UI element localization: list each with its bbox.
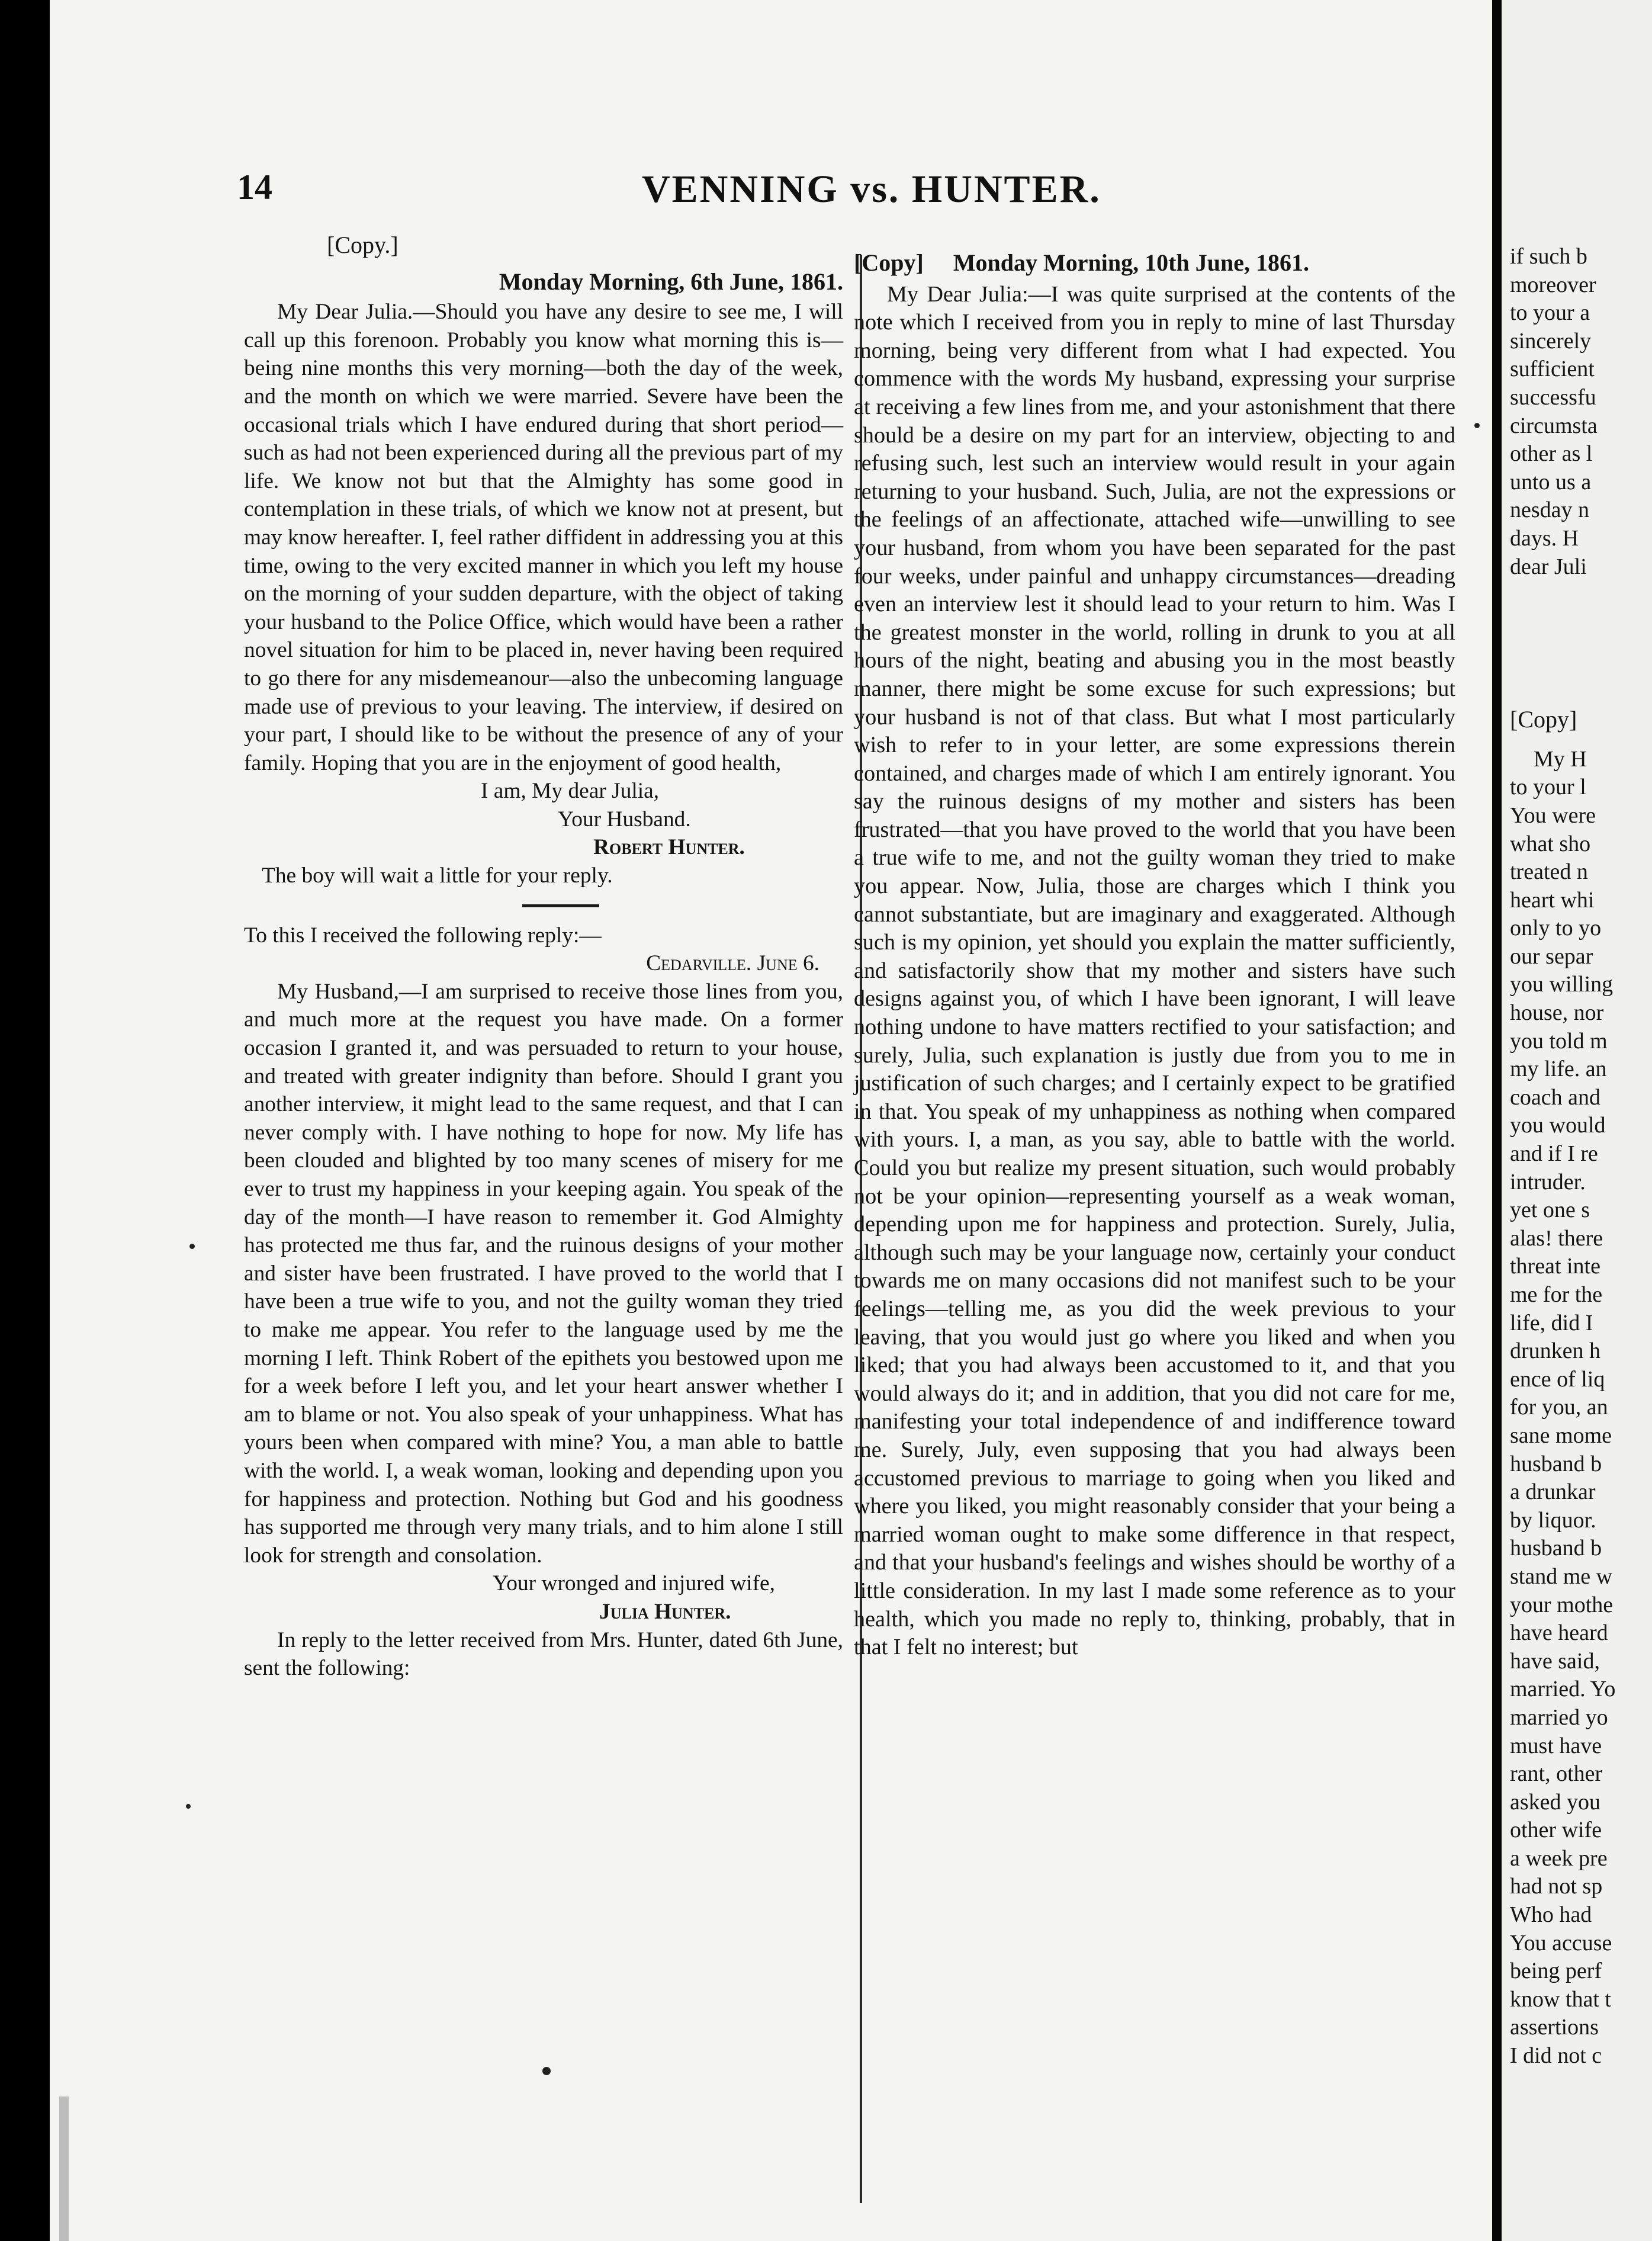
- copy-tag: [Copy]: [854, 249, 924, 276]
- edge-line: other as l: [1510, 441, 1593, 467]
- edge-line: have heard: [1510, 1620, 1608, 1646]
- edge-line: dear Juli: [1510, 554, 1587, 579]
- edge-line: know that t: [1510, 1986, 1611, 2012]
- middle-column: [854, 249, 1455, 1662]
- edge-line: You accuse: [1510, 1930, 1612, 1956]
- ink-speck: [542, 2067, 551, 2075]
- edge-line: ence of liq: [1510, 1366, 1605, 1392]
- edge-line: to your a: [1510, 300, 1590, 326]
- edge-line: treated n: [1510, 859, 1588, 885]
- letter-signature: Robert Hunter.: [593, 835, 745, 860]
- letter-body: My Dear Julia.—Should you have any desire to see me, I will call up this forenoon. Probably you know what morning this is—being nine months this very morning—both the day of the week, and the month on which we were married. Severe have been the occasional trials which I have endured during that short period—such as had not been experienced during all the previous part of my life. We know not but that the Almighty has some good in contemplation in these trials, of which we know not at present, but may know hereafter. I, feel rather diffident in addressing you at this time, owing to the very excited manner in which you left my house on the morning of your sudden departure, with the object of taking your husband to the Police Office, which would have been a rather novel situation for him to be placed in, never having been required to go there for any misdemeanour—also the unbecoming language made use of previous to your leaving. The interview, if desired on your part, I should like to be without the presence of any of your family. Hoping that you are in the enjoyment of good health,: [244, 300, 843, 775]
- page-title: VENNING vs. HUNTER.: [642, 168, 1101, 211]
- edge-line: me for the: [1510, 1282, 1603, 1307]
- edge-line: My H: [1534, 746, 1587, 772]
- edge-line: you would: [1510, 1113, 1606, 1138]
- running-head: [50, 167, 1492, 226]
- edge-line: You were: [1510, 802, 1596, 828]
- reply-intro: To this I received the following reply:—: [244, 923, 602, 948]
- ink-speck: [1474, 423, 1480, 428]
- edge-line: I did not c: [1510, 2043, 1602, 2069]
- edge-line: only to yo: [1510, 916, 1602, 941]
- edge-line: nesday n: [1510, 497, 1590, 523]
- edge-line: had not sp: [1510, 1874, 1603, 1899]
- ink-speck: [189, 1244, 195, 1249]
- edge-line: assertions: [1510, 2015, 1599, 2040]
- edge-line: Who had: [1510, 1902, 1592, 1928]
- edge-line: sufficient: [1510, 357, 1595, 382]
- copy-tag: [Copy]: [1510, 706, 1577, 733]
- edge-line: if such b: [1510, 244, 1587, 269]
- letter-closing: Your Husband.: [558, 807, 691, 831]
- edge-line: moreover: [1510, 272, 1596, 297]
- final-note: In reply to the letter received from Mrs. Hunter, dated 6th June, sent the following:: [244, 1627, 843, 1681]
- edge-line: being perf: [1510, 1959, 1602, 1984]
- edge-line: our separ: [1510, 943, 1593, 969]
- edge-line: asked you: [1510, 1789, 1601, 1815]
- letter-body: My Dear Julia:—I was quite surprised at the contents of the note which I received from you in reply to mine of last Thursday morning, being very different from what I had expected. You commence with the words My husband, expressing your surprise at receiving a few lines from me, and your astonishment that there should be a desire on my part for an interview, objecting to and refusing such, lest such an interview would result in your again returning to your husband. Such, Julia, are not the expressions or the feelings of an affectionate, attached wife—unwilling to see your husband, from whom you have been separated for the past four weeks, under painful and unhappy circumstances—dreading even an interview lest it should lead to your return to him. Was I the greatest monster in the world, rolling in drunk to you at all hours of the night, beating and abusing you in the most beastly manner, there might be some excuse for such expressions; but your husband is not of that class. But what I most particularly wish to refer to in your letter, are some expressions therein contained, and charges made of which I am entirely ignorant. You say the ruinous designs of my mother and sisters has been frustrated—that you have proved to the world that you have been a true wife to me, and not the guilty woman they tried to make you appear. Now, Julia, those are charges which I think you cannot substantiate, but are imaginary and exaggerated. Although such is my opinion, yet should you explain the matter sufficiently, and satisfactorily show that my mother and sisters have such designs against you, of which I have been ignorant, I will leave nothing undone to have matters rectified to your satisfaction; and surely, Julia, such explanation is justly due from you to me in justification of such charges; and I certainly expect to be gratified in that. You speak of my unhappiness as nothing when compared with yours. I, a man, as you say, able to battle with the world. Could you but realize my present situation, such would probably not be your opinion—representing yourself as a weak woman, depending upon me for happiness and protection. Surely, Julia, although such may be your language now, certainly your conduct towards me on many occasions did not manifest such to be your feelings—telling me, as you did the week previous to your leaving, that you would just go where you liked and when you liked; that you had always been accustomed to it, and that you would always do it; and in addition, that you did not care for me, manifesting your total independence of and indifference toward me. Surely, July, even supposing that you had always been accustomed previous to marriage to going when you liked and where you liked, you might reasonably consider that your being a married woman ought to make some difference in that respect, and that your husband's feelings and wishes should be worthy of a little consideration. In my last I made some reference as to your health, which you made no reply to, thinking, probably, that in that I felt no interest; but: [854, 281, 1455, 1660]
- edge-line: coach and: [1510, 1084, 1600, 1110]
- edge-line: have said,: [1510, 1648, 1600, 1674]
- edge-line: sane mome: [1510, 1423, 1612, 1448]
- edge-line: to your l: [1510, 775, 1586, 800]
- edge-line: days. H: [1510, 525, 1579, 551]
- edge-line: alas! there: [1510, 1225, 1603, 1251]
- edge-line: you willing: [1510, 972, 1614, 997]
- edge-line: successfu: [1510, 384, 1596, 410]
- edge-line: circumsta: [1510, 413, 1598, 438]
- edge-line: rant, other: [1510, 1761, 1603, 1787]
- page-gutter: [1492, 0, 1502, 2241]
- book-page: [50, 0, 1494, 2241]
- letter-dateline: Monday Morning, 6th June, 1861.: [499, 268, 843, 295]
- copy-tag: [Copy.]: [327, 232, 398, 258]
- ink-speck: [186, 1804, 191, 1809]
- edge-line: my life. an: [1510, 1057, 1607, 1082]
- section-divider: [522, 904, 599, 907]
- edge-line: by liquor.: [1510, 1507, 1596, 1533]
- edge-line: house, nor: [1510, 1000, 1604, 1026]
- reply-body: My Husband,—I am surprised to receive those lines from you, and much more at the request you have made. On a former occasion I granted it, and was persuaded to return to your house, and treated with greater indignity than before. Should I grant you another interview, it might lead to the same request, and that I can never comply with. I have nothing to hope for now. My life has been clouded and blighted by too many scenes of misery for me ever to trust my happiness in your keeping again. You speak of the day of the month—I have reason to remember it. God Almighty has protected me thus far, and the ruinous designs of your mother and sister have been frustrated. I have proved to the world that I have been a true wife to you, and not the guilty woman they tried to make me appear. You refer to the language used by me the morning I left. Think Robert of the epithets you bestowed upon me for a week before I left you, and let your heart answer whether I am to blame or not. You also speak of your unhappiness. What has yours been when compared with mine? You, a man able to battle with the world. I, a weak woman, looking and depending upon you for happiness and protection. Nothing but God and his goodness has supported me through very many trials, and to him alone I still look for strength and consolation.: [244, 979, 843, 1568]
- edge-line: other wife: [1510, 1818, 1602, 1843]
- edge-line: a drunkar: [1510, 1479, 1596, 1505]
- edge-line: unto us a: [1510, 469, 1592, 495]
- adjacent-page: [1502, 0, 1652, 2241]
- edge-line: what sho: [1510, 831, 1591, 856]
- reply-place-date: Cedarville. June 6.: [646, 951, 819, 976]
- edge-line: you told m: [1510, 1028, 1608, 1054]
- scan-border: [0, 0, 50, 2241]
- reply-signature: Julia Hunter.: [599, 1599, 731, 1624]
- postscript: The boy will wait a little for your reply.: [262, 863, 613, 888]
- reply-closing: Your wronged and injured wife,: [493, 1571, 776, 1596]
- edge-line: husband b: [1510, 1451, 1602, 1476]
- edge-line: intruder.: [1510, 1169, 1586, 1195]
- left-column: [244, 231, 843, 1683]
- edge-line: threat inte: [1510, 1254, 1600, 1279]
- copy-heading: [854, 249, 1455, 277]
- edge-line: drunken h: [1510, 1338, 1601, 1364]
- edge-line: for you, an: [1510, 1395, 1608, 1420]
- letter-dateline: Monday Morning, 10th June, 1861.: [953, 249, 1309, 276]
- page-number: 14: [237, 168, 272, 207]
- edge-line: and if I re: [1510, 1141, 1598, 1167]
- edge-line: married yo: [1510, 1704, 1608, 1730]
- edge-line: heart whi: [1510, 887, 1595, 913]
- edge-line: stand me w: [1510, 1563, 1613, 1589]
- edge-line: your mothe: [1510, 1592, 1614, 1617]
- edge-line: married. Yo: [1510, 1677, 1616, 1702]
- letter-closing: I am, My dear Julia,: [481, 779, 660, 804]
- edge-line: life, did I: [1510, 1310, 1593, 1335]
- edge-line: must have: [1510, 1733, 1602, 1758]
- adjacent-page-text: [1510, 243, 1652, 2070]
- edge-line: sincerely: [1510, 328, 1592, 354]
- page-fold-shadow: [59, 2096, 69, 2241]
- edge-line: husband b: [1510, 1536, 1602, 1561]
- edge-line: a week pre: [1510, 1845, 1608, 1871]
- edge-line: yet one s: [1510, 1197, 1590, 1223]
